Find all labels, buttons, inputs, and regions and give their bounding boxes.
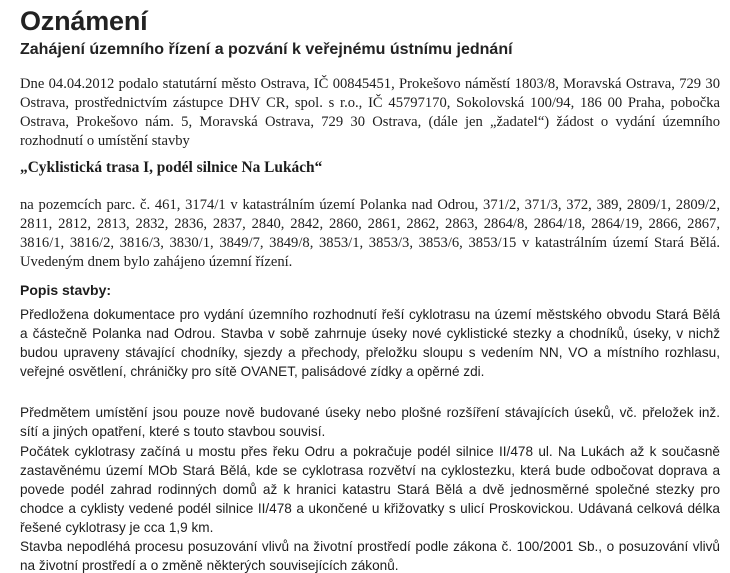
section-heading: Popis stavby: [20,282,112,298]
description-paragraph: Předmětem umístění jsou pouze nově budované úseky nebo plošné rozšíření stávajících úseků, vč. přeložek inž. sítí a jiných opatření, které s touto stavbou souvisí. [20,405,720,439]
intro-paragraph: Dne 04.04.2012 podalo statutární město Ostrava, IČ 00845451, Prokešovo náměstí 1803/8, Moravská Ostrava, 729 30 Ostrava, prostřednictvím zástupce DHV CR, spol. s r.o., IČ 45797170, Sokolovská 100/94, 186 00 Praha, pobočka Ostrava, Prokešovo nám. 5, Moravská Ostrava, 729 30 Ostrava, (dále jen „žadatel“) žádost o vydání územního rozhodnutí o umístění stavby [20,76,720,149]
page-title: Oznámení [20,6,148,36]
parcels-paragraph: na pozemcích parc. č. 461, 3174/1 v katastrálním území Polanka nad Odrou, 371/2, 371/3, 372, 389, 2809/1, 2809/2, 2811, 2812, 2813, 2832, 2836, 2837, 2840, 2842, 2860, 2861, 2862, 2863, 2864/8, 2864/18, 2864/19, 2866, 2867, 3816/1, 3816/2, 3816/3, 3830/1, 3849/7, 3849/8, 3853/1, 3853/3, 3853/6, 3853/15 v katastrálním území Stará Bělá. Uvedeným dnem bylo zahájeno územní řízení. [20,197,720,270]
description-paragraph: Počátek cyklotrasy začíná u mostu přes řeku Odru a pokračuje podél silnice II/478 ul. Na Lukách až k současně zastavěnému území MOb Stará Bělá, kde se cyklotrasa rozvětví na cyklostezku, která bude odbočovat doprava a povede podél zahrad rodinných domů až k hranici katastru Stará Bělá a dvě jednosměrné společné stezky pro chodce a cyklisty vedené podél silnice II/478 a ukončené u křižovatky s ulicí Proskovickou. Udávaná celková délka řešené cyklotrasy je cca 1,9 km. [20,444,720,535]
project-title: „Cyklistická trasa I, podél silnice Na Lukách“ [20,159,323,176]
description-paragraph: Předložena dokumentace pro vydání územního rozhodnutí řeší cyklotrasu na území městského obvodu Stará Bělá a částečně Polanka nad Odrou. Stavba v sobě zahrnuje úseky nové cyklistické stezky a chodníků, úseky, v nichž budou upraveny stávající chodníky, sjezdy a přechody, přeložku sloupu s vedením NN, VO a místního rozhlasu, veřejné osvětlení, chráničky pro sítě OVANET, palisádové zídky a opěrné zdi. [20,307,720,379]
page-subtitle: Zahájení územního řízení a pozvání k veřejnému ústnímu jednání [20,41,513,58]
description-paragraph: Stavba nepodléhá procesu posuzování vlivů na životní prostředí podle zákona č. 100/2001 Sb., o posuzování vlivů na životní prostředí a o změně některých souvisejících zákonů. [20,539,720,573]
